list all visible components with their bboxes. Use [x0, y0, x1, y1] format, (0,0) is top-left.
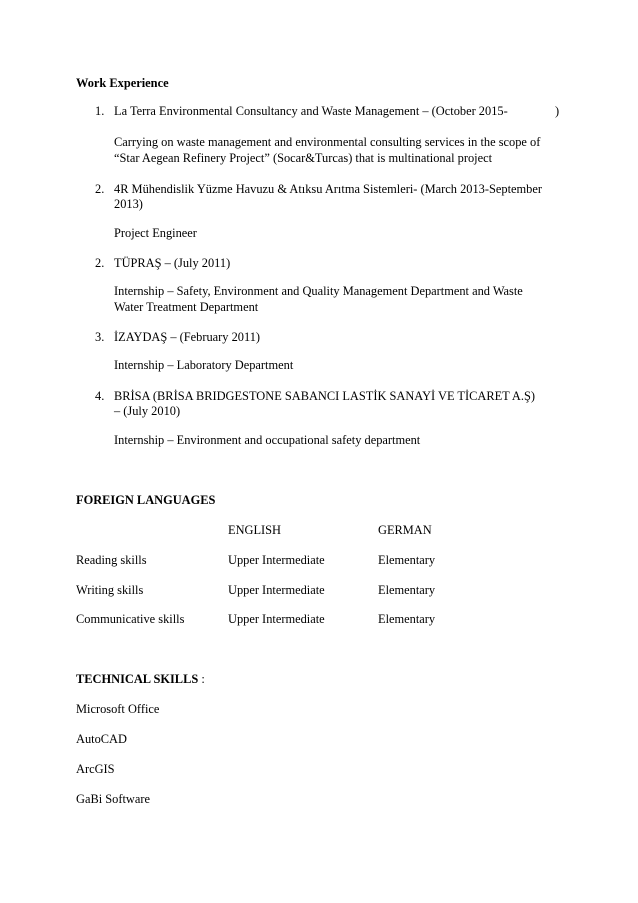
work-item-2-title-line-2: 2013) — [114, 197, 143, 211]
work-item-1-desc-line-2: “Star Aegean Refinery Project” (Socar&Turcas) that is multinational project — [114, 151, 493, 165]
work-item-2-number: 2. — [95, 182, 105, 196]
technical-skills-heading-suffix: : — [198, 672, 205, 686]
language-row-writing-skill: Writing skills — [76, 583, 144, 597]
technical-skill-item-1: Microsoft Office — [76, 702, 160, 716]
language-row-reading-skill: Reading skills — [76, 553, 147, 567]
work-item-5-title-line-2: – (July 2010) — [114, 404, 181, 418]
work-item-2-title-line-1: 4R Mühendislik Yüzme Havuzu & Atıksu Arıtma Sistemleri- (March 2013-September — [114, 182, 542, 196]
work-item-1-title: La Terra Environmental Consultancy and Waste Management – (October 2015- — [114, 104, 508, 118]
language-row-writing-german: Elementary — [378, 583, 436, 597]
work-experience-heading: Work Experience — [76, 76, 169, 90]
work-item-5-title-line-1: BRİSA (BRİSA BRIDGESTONE SABANCI LASTİK SANAYİ VE TİCARET A.Ş) — [114, 389, 535, 403]
language-row-reading-english: Upper Intermediate — [228, 553, 325, 567]
language-row-reading-german: Elementary — [378, 553, 436, 567]
foreign-languages-heading: FOREIGN LANGUAGES — [76, 493, 216, 507]
work-item-5-number: 4. — [95, 389, 105, 403]
work-item-1-title-tail: ) — [555, 104, 560, 118]
language-row-writing-english: Upper Intermediate — [228, 583, 325, 597]
work-item-5-desc: Internship – Environment and occupational safety department — [114, 433, 421, 447]
work-item-1-number: 1. — [95, 104, 105, 118]
technical-skill-item-2: AutoCAD — [76, 732, 127, 746]
work-item-4-desc: Internship – Laboratory Department — [114, 358, 294, 372]
work-item-3-desc-line-2: Water Treatment Department — [114, 300, 259, 314]
work-item-4-title: İZAYDAŞ – (February 2011) — [114, 330, 261, 344]
technical-skills-heading: TECHNICAL SKILLS — [76, 672, 199, 686]
work-item-2-desc: Project Engineer — [114, 226, 197, 240]
language-column-english: ENGLISH — [228, 523, 281, 537]
technical-skill-item-4: GaBi Software — [76, 792, 150, 806]
work-item-3-number: 2. — [95, 256, 105, 270]
language-row-communicative-skill: Communicative skills — [76, 612, 185, 626]
language-column-german: GERMAN — [378, 523, 432, 537]
language-row-communicative-german: Elementary — [378, 612, 436, 626]
work-item-1-desc-line-1: Carrying on waste management and environmental consulting services in the scope of — [114, 135, 541, 149]
language-row-communicative-english: Upper Intermediate — [228, 612, 325, 626]
work-item-3-desc-line-1: Internship – Safety, Environment and Quality Management Department and Waste — [114, 284, 523, 298]
work-item-3-title: TÜPRAŞ – (July 2011) — [114, 256, 231, 270]
technical-skill-item-3: ArcGIS — [76, 762, 115, 776]
technical-skills-heading-line — [76, 672, 205, 687]
work-item-4-number: 3. — [95, 330, 105, 344]
